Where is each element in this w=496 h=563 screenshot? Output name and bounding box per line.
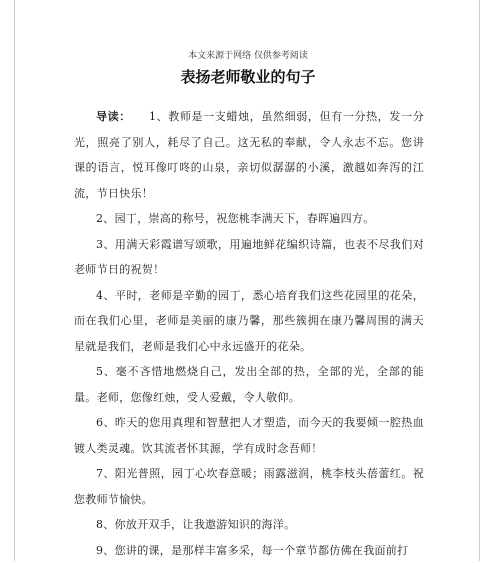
paragraph-8: 8、你放开双手，让我遨游知识的海洋。 (74, 512, 424, 538)
paragraph-9: 9、您讲的课，是那样丰富多采，每一个章节都仿佛在我面前打 (74, 538, 424, 563)
paragraph-7: 7、阳光普照，园丁心坎春意暖；雨露滋润，桃李枝头蓓蕾红。祝您教师节愉快。 (74, 461, 424, 512)
paragraph-3: 3、用满天彩霞谱写颂歌，用遍地鲜花编织诗篇，也表不尽我们对老师节日的祝贺！ (74, 232, 424, 283)
paragraph-1 (74, 104, 424, 206)
article-body (74, 104, 424, 563)
paragraph-2: 2、园丁，崇高的称号，祝您桃李满天下，春晖遍四方。 (74, 206, 424, 232)
guide-label: 导读： (96, 110, 131, 123)
page-title: 表扬老师敬业的句子 (0, 66, 496, 87)
paragraph-4: 4、平时，老师是辛勤的园丁，悉心培育我们这些花园里的花朵，而在我们心里，老师是美丽的康乃馨，那些簇拥在康乃馨周围的满天星就是我们，老师是我们心中永远盛开的花朵。 (74, 283, 424, 360)
paragraph-6: 6、昨天的您用真理和智慧把人才塑造，而今天的我要倾一腔热血镀人类灵魂。饮其流者怀其源，学有成时念吾师！ (74, 410, 424, 461)
paragraph-1-text: 1、教师是一支蜡烛，虽然细弱，但有一分热，发一分光，照亮了别人，耗尽了自己。这无私的奉献，令人永志不忘。您讲课的语言，悦耳像叮咚的山泉，亲切似潺潺的小溪，激越如奔泻的江流，节日快乐！ (74, 110, 424, 200)
header-note: 本文来源于网络 仅供参考阅读 (0, 48, 496, 61)
paragraph-5: 5、毫不吝惜地燃烧自己，发出全部的热，全部的光，全部的能量。老师，您像红烛，受人爱戴，令人敬仰。 (74, 359, 424, 410)
